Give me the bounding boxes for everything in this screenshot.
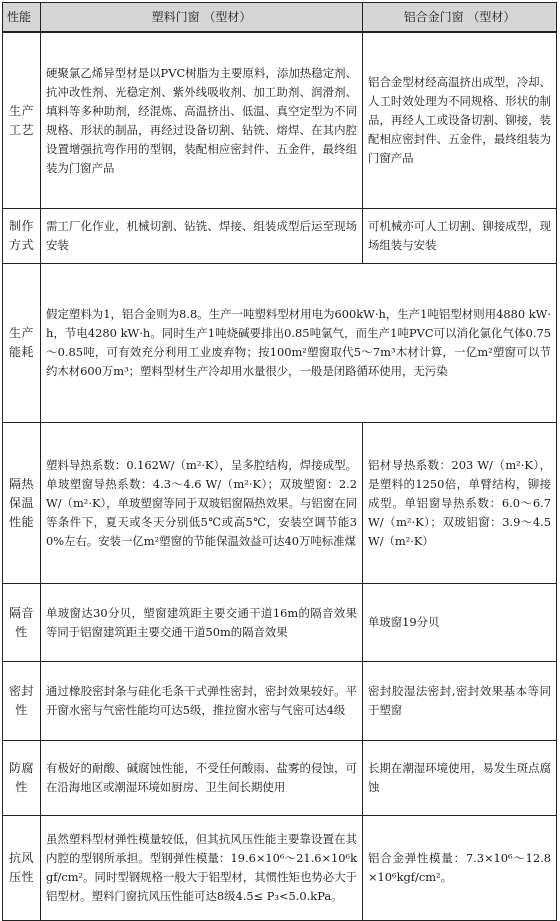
row-aluminum-cell: 可机械亦可人工切割、铆接成型，现场组装与安装: [363, 209, 557, 264]
row-property: 密封性: [3, 662, 41, 741]
row-property: 隔热保温性能: [3, 423, 41, 584]
row-plastic-cell: 塑料导热系数：0.162W/（m²·K），呈多腔结构，焊接成型。单玻塑窗导热系数：4.3～4.6 W/（m²·K）；双玻塑窗：2.2W/（m²·K），单玻塑窗等同于双玻铝窗隔热效果。与铝窗在同等条件下，夏天或冬天分别低5℃或高5℃，安装空调节能30%左右。安装一亿m²塑窗的节能保温效益可达40万吨标准煤: [41, 423, 363, 584]
row-aluminum-cell: 铝合金弹性模量：7.3×10⁶～12.8×10⁶kgf/cm²。: [363, 816, 557, 921]
header-aluminum: 铝合金门窗 （型材）: [363, 3, 557, 33]
row-property: 生产能耗: [3, 264, 41, 423]
row-aluminum-cell: 单玻窗19分贝: [363, 584, 557, 662]
table-row-energy-consumption: [3, 264, 557, 423]
row-merged-cell: 假定塑料为1，铝合金则为8.8。生产一吨塑料型材用电为600kW·h，生产1吨铝型材则用4880 kW·h，节电4280 kW·h。同时生产1吨烧碱要排出0.85吨氯气，而生产1吨PVC可以消化氯化气体0.75～0.85吨，可有效充分利用工业废弃物；按100m²塑窗取代5～7m³木材计算，一亿m²塑窗可以节约木材600万m³；塑料型材生产冷却用水量很少，一般是闭路循环使用，无污染: [41, 264, 557, 423]
table-row-manufacturing-method: [3, 209, 557, 264]
row-property: 隔音性: [3, 584, 41, 662]
row-aluminum-cell: 密封胶湿法密封,密封效果基本等同于塑窗: [363, 662, 557, 741]
row-plastic-cell: 需工厂化作业，机械切割、钻铣、焊接、组装成型后运至现场安装: [41, 209, 363, 264]
header-property: 性能: [3, 3, 41, 33]
row-property: 防腐性: [3, 741, 41, 816]
row-aluminum-cell: 长期在潮湿环境使用，易发生斑点腐蚀: [363, 741, 557, 816]
table-row-wind-pressure: [3, 816, 557, 921]
row-property: 生产工艺: [3, 32, 41, 209]
table-row-thermal-insulation: [3, 423, 557, 584]
table-header: [3, 3, 557, 33]
comparison-document: [2, 0, 558, 921]
comparison-table: [2, 2, 557, 921]
row-aluminum-cell: 铝材导热系数：203 W/（m²·K），是塑料的1250倍，单臂结构，铆接成型。单铝窗导热系数：6.0～6.7 W/（m²·K）；双玻铝窗：3.9～4.5 W/（m²·K）: [363, 423, 557, 584]
row-plastic-cell: 通过橡胶密封条与硅化毛条干式弹性密封，密封效果较好。平开窗水密与气密性能均可达5级，推拉窗水密与气密可达4级: [41, 662, 363, 741]
row-property: 制作方式: [3, 209, 41, 264]
row-plastic-cell: 虽然塑料型材弹性模量较低，但其抗风压性能主要靠设置在其内腔的型钢所承担。型钢弹性模量：19.6×10⁶～21.6×10⁶kgf/cm²。同时型钢规格一般大于铝型材，其惯性矩也势必大于铝型材。塑料门窗抗风压性能可达8级4.5≤ P₃<5.0.kPa。: [41, 816, 363, 921]
table-row-sound-insulation: [3, 584, 557, 662]
row-plastic-cell: 硬聚氯乙烯异型材是以PVC树脂为主要原料，添加热稳定剂、抗冲改性剂、光稳定剂、紫外线吸收剂、加工助剂、润滑剂、填料等多种助剂，经混炼、高温挤出、低温、真空定型为不同规格、形状的制品，再经过设备切割、钻铣、熔焊、在其内腔设置增强抗弯作用的型钢，装配相应密封件、五金件，最终组装为门窗产品: [41, 32, 363, 209]
row-plastic-cell: 有极好的耐酸、碱腐蚀性能，不受任何酸雨、盐雾的侵蚀，可在沿海地区或潮湿环境如厨房、卫生间长期使用: [41, 741, 363, 816]
table-row-sealing: [3, 662, 557, 741]
header-plastic: 塑料门窗 （型材）: [41, 3, 363, 33]
table-row-production-process: [3, 32, 557, 209]
row-plastic-cell: 单玻窗达30分贝，塑窗建筑距主要交通干道16m的隔音效果等同于铝窗建筑距主要交通干道50m的隔音效果: [41, 584, 363, 662]
table-row-corrosion-resistance: [3, 741, 557, 816]
row-aluminum-cell: 铝合金型材经高温挤出成型，冷却、人工时效处理为不同规格、形状的制品，再经人工或设备切割、铆接，装配相应密封件、五金件，最终组装为门窗产品: [363, 32, 557, 209]
row-property: 抗风压性: [3, 816, 41, 921]
